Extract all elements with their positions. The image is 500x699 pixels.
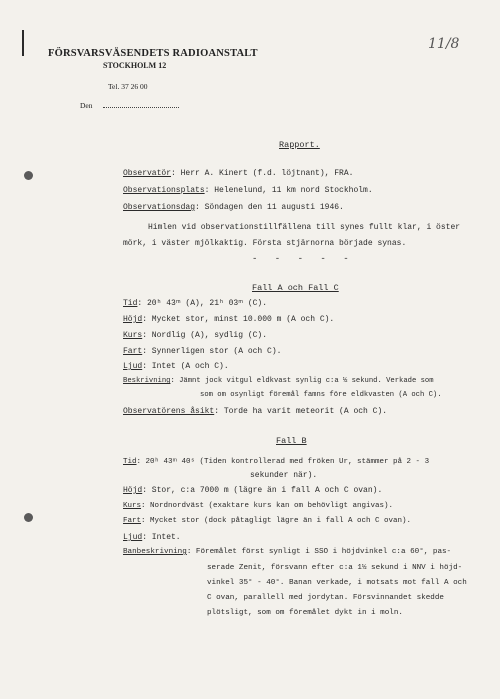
organization-name: FÖRSVARSVÄSENDETS RADIOANSTALT xyxy=(48,48,258,59)
row-time: Tid: 20ʰ 43ᵐ (A), 21ʰ 03ᵐ (C). xyxy=(123,299,268,308)
row-trajectory-continued: plötsligt, som om föremålet dykt in i moln. xyxy=(207,609,403,617)
field-day: Observationsdag: Söndagen den 11 augusti 1946. xyxy=(123,203,344,212)
field-place: Observationsplats: Helenelund, 11 km nord Stockholm. xyxy=(123,186,373,195)
row-height: Höjd: Stor, c:a 7000 m (lägre än i fall A och C ovan). xyxy=(123,486,383,495)
row-time-continued: sekunder när). xyxy=(250,471,318,480)
row-course: Kurs: Nordlig (A), sydlig (C). xyxy=(123,331,268,340)
handwritten-note: 11/8 xyxy=(428,36,460,52)
row-sound: Ljud: Intet (A och C). xyxy=(123,362,229,371)
row-description-continued: som om osynligt föremål famns före eldkvasten (A och C). xyxy=(200,391,442,399)
row-observer-opinion: Observatörens åsikt: Torde ha varit meteorit (A och C). xyxy=(123,407,388,416)
organization-city: STOCKHOLM 12 xyxy=(103,61,167,70)
row-sound: Ljud: Intet. xyxy=(123,533,181,542)
report-title: Rapport. xyxy=(279,140,320,150)
row-course: Kurs: Nordnordväst (exaktare kurs kan om behövligt angivas). xyxy=(123,502,394,510)
punch-hole xyxy=(24,171,33,180)
telephone: Tel. 37 26 00 xyxy=(108,82,148,91)
row-speed: Fart: Mycket stor (dock påtagligt lägre än i fall A och C ovan). xyxy=(123,517,412,525)
date-label: Den xyxy=(80,101,93,110)
row-trajectory-continued: vinkel 35° - 40°. Banan verkade, i motsats mot fall A och xyxy=(207,579,467,587)
row-speed: Fart: Synnerligen stor (A och C). xyxy=(123,347,282,356)
intro-line: mörk, i väster mjölkaktig. Första stjärnorna började synas. xyxy=(123,239,407,248)
section-heading-fall-b: Fall B xyxy=(276,436,307,446)
row-trajectory-continued: C ovan, parallell med jordytan. Försvinnandet skedde xyxy=(207,594,444,602)
section-heading-fall-a-c: Fall A och Fall C xyxy=(252,283,339,293)
row-trajectory-continued: serade Zenit, försvann efter c:a 1½ sekund i NNV i höjd- xyxy=(207,564,463,572)
date-line xyxy=(103,107,179,108)
margin-mark xyxy=(22,30,24,56)
field-observer: Observatör: Herr A. Kinert (f.d. löjtnant), FRA. xyxy=(123,169,354,178)
divider: - - - - - xyxy=(252,254,355,264)
intro-line: Himlen vid observationstillfällena till synes fullt klar, i öster xyxy=(148,223,461,232)
row-time: Tid: 20ʰ 43ᵐ 40ˢ (Tiden kontrollerad med fröken Ur, stämmer på 2 - 3 xyxy=(123,458,430,466)
row-description: Beskrivning: Jämnt jock vitgul eldkvast synlig c:a ½ sekund. Verkade som xyxy=(123,377,434,385)
row-trajectory: Banbeskrivning: Föremålet först synligt i SSO i höjdvinkel c:a 60°, pas- xyxy=(123,548,452,556)
punch-hole xyxy=(24,513,33,522)
row-height: Höjd: Mycket stor, minst 10.000 m (A och C). xyxy=(123,315,335,324)
